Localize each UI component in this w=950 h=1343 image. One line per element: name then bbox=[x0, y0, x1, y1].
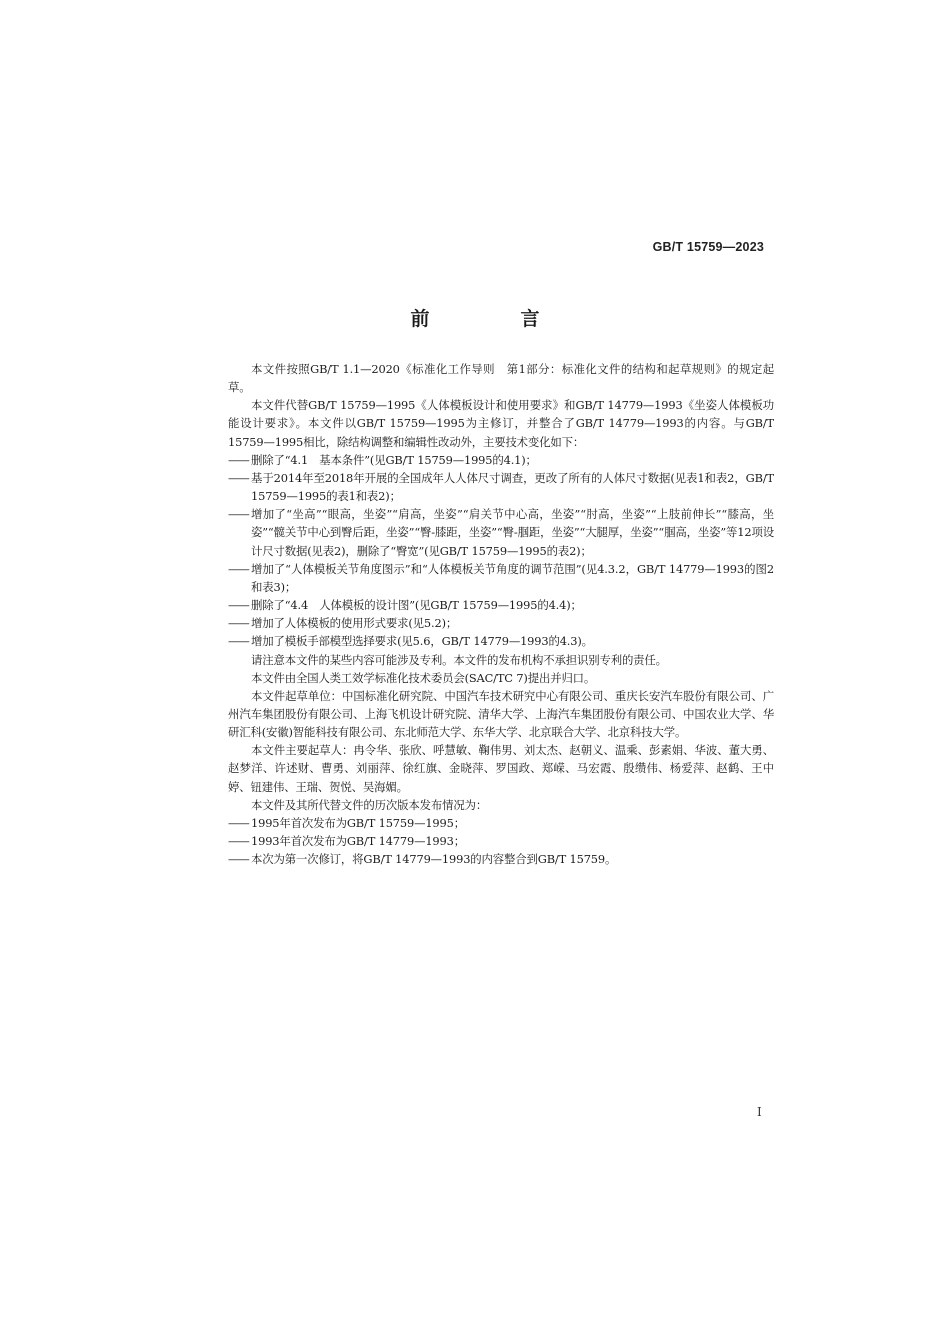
dash-marker: —— bbox=[228, 852, 249, 867]
list-item bbox=[228, 832, 774, 850]
technical-changes-list bbox=[228, 451, 774, 651]
dash-marker: —— bbox=[228, 834, 249, 849]
dash-marker: —— bbox=[228, 815, 249, 830]
dash-marker: —— bbox=[228, 470, 249, 485]
dash-marker: —— bbox=[228, 616, 249, 631]
list-item-text: 本次为第一次修订，将GB/T 14779—1993的内容整合到GB/T 15759。 bbox=[251, 852, 617, 867]
list-item bbox=[228, 614, 774, 632]
dash-marker: —— bbox=[228, 561, 249, 576]
dash-marker: —— bbox=[228, 452, 249, 467]
list-item-text: 增加了模板手部模型选择要求(见5.6，GB/T 14779—1993的4.3)。 bbox=[251, 634, 593, 649]
page-number: I bbox=[757, 1105, 762, 1119]
list-item bbox=[228, 814, 774, 832]
list-item-text: 1993年首次发布为GB/T 14779—1993； bbox=[251, 834, 465, 849]
paragraph-replacement: 本文件代替GB/T 15759—1995《人体模板设计和使用要求》和GB/T 14779—1993《坐姿人体模板功能设计要求》。本文件以GB/T 15759—1995为主修订，并整合了GB/T 14779—1993的内容。与GB/T 15759—1995相比，除结构调整和编辑性改动外，主要技术变化如下： bbox=[228, 398, 774, 449]
list-item-text: 1995年首次发布为GB/T 15759—1995； bbox=[251, 815, 465, 830]
paragraph-drafting-rules: 本文件按照GB/T 1.1—2020《标准化工作导则 第1部分：标准化文件的结构和起草规则》的规定起草。 bbox=[228, 362, 774, 395]
list-item bbox=[228, 632, 774, 650]
paragraph-proposer: 本文件由全国人类工效学标准化技术委员会(SAC/TC 7)提出并归口。 bbox=[251, 670, 596, 685]
list-item bbox=[228, 850, 774, 868]
list-item bbox=[228, 596, 774, 614]
list-item-text: 基于2014年至2018年开展的全国成年人人体尺寸调查，更改了所有的人体尺寸数据(见表1和表2，GB/T 15759—1995的表1和表2)； bbox=[251, 470, 774, 504]
paragraph-patent-notice: 请注意本文件的某些内容可能涉及专利。本文件的发布机构不承担识别专利的责任。 bbox=[251, 652, 667, 667]
list-item bbox=[228, 505, 774, 559]
list-item-text: 增加了“人体模板关节角度图示”和“人体模板关节角度的调节范围”(见4.3.2，GB/T 14779—1993的图2和表3)； bbox=[251, 561, 774, 594]
dash-marker: —— bbox=[228, 634, 249, 649]
dash-marker: —— bbox=[228, 507, 249, 522]
dash-marker: —— bbox=[228, 598, 249, 613]
paragraph-history-intro: 本文件及其所代替文件的历次版本发布情况为： bbox=[251, 797, 488, 812]
list-item-text: 删除了“4.1 基本条件”(见GB/T 15759—1995的4.1)； bbox=[251, 452, 537, 467]
paragraph-drafting-units: 本文件起草单位：中国标准化研究院、中国汽车技术研究中心有限公司、重庆长安汽车股份有限公司、广州汽车集团股份有限公司、上海飞机设计研究院、清华大学、上海汽车集团股份有限公司、中国农业大学、华研汇科(安徽)智能科技有限公司、东北师范大学、东华大学、北京联合大学、北京科技大学。 bbox=[228, 688, 774, 740]
paragraph-drafters: 本文件主要起草人：冉令华、张欣、呼慧敏、鞠伟男、刘太杰、赵朝义、温乘、彭素娟、华波、董大勇、赵梦洋、许述财、曹勇、刘丽萍、徐红旗、金晓萍、罗国政、郑嵘、马宏霞、殷缵伟、杨爱萍、赵鹤、王中婷、钮建伟、王瑞、贺悦、吴海媚。 bbox=[228, 743, 774, 794]
list-item-text: 增加了人体模板的使用形式要求(见5.2)； bbox=[251, 616, 458, 631]
version-history-list bbox=[228, 814, 774, 868]
list-item bbox=[228, 451, 774, 469]
list-item bbox=[228, 469, 774, 505]
page-title: 前 言 bbox=[410, 308, 576, 330]
standard-code: GB/T 15759—2023 bbox=[652, 240, 764, 254]
foreword-body bbox=[228, 360, 774, 868]
list-item-text: 删除了“4.4 人体模板的设计图”(见GB/T 15759—1995的4.4)； bbox=[251, 598, 582, 613]
list-item-text: 增加了“坐高”“眼高，坐姿”“肩高，坐姿”“肩关节中心高，坐姿”“肘高，坐姿”“上肢前伸长”“膝高，坐姿”“髋关节中心到臀后距，坐姿”“臀-膝距，坐姿”“臀-腘距，坐姿”“大腿厚，坐姿”“腘高，坐姿”等12项设计尺寸数据(见表2)，删除了“臀宽”(见GB/T 15759—1995的表2)； bbox=[251, 507, 774, 558]
list-item bbox=[228, 560, 774, 596]
